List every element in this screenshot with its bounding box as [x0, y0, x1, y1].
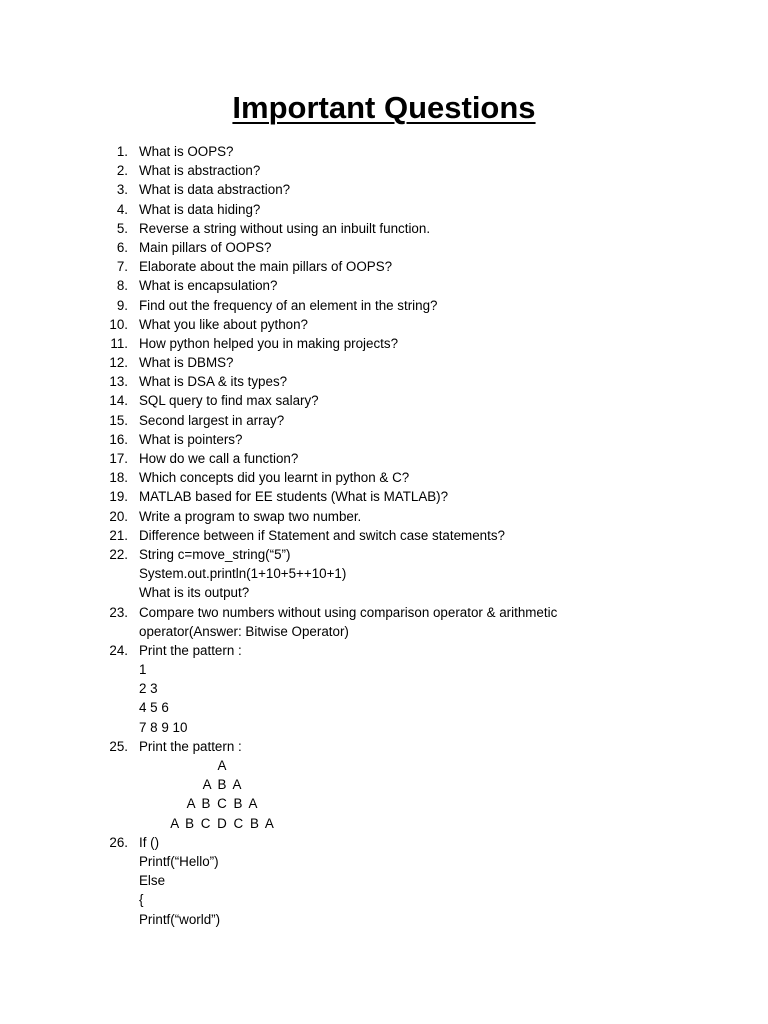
question-continuation-line	[0, 852, 768, 871]
continuation-text: 1	[139, 662, 147, 678]
pattern-line	[0, 756, 768, 775]
question-number: 17.	[109, 451, 128, 466]
question-item	[0, 430, 768, 449]
question-item	[0, 180, 768, 199]
question-continuation-line	[0, 564, 768, 583]
question-number: 5.	[116, 220, 128, 236]
pattern-text: A B C B A	[186, 796, 258, 812]
question-number: 15.	[109, 412, 128, 428]
question-number: 13.	[109, 374, 128, 390]
continuation-text: What is its output?	[139, 585, 250, 601]
question-text: Print the pattern :	[139, 642, 242, 658]
question-item	[0, 449, 768, 468]
question-text: What is encapsulation?	[139, 278, 278, 294]
question-item	[0, 603, 768, 622]
question-continuation-line	[0, 910, 768, 929]
question-item	[0, 507, 768, 526]
question-continuation-line	[0, 890, 768, 909]
question-number: 19.	[109, 489, 128, 505]
question-number: 26.	[109, 834, 128, 850]
question-text: Print the pattern :	[139, 738, 242, 754]
continuation-text: System.out.println(1+10+5++10+1)	[139, 566, 347, 582]
question-item	[0, 411, 768, 430]
question-text: What is data abstraction?	[139, 182, 291, 198]
question-number: 7.	[116, 259, 128, 275]
question-number: 1.	[116, 144, 128, 159]
question-item	[0, 161, 768, 180]
question-continuation-line	[0, 698, 768, 717]
question-item	[0, 468, 768, 487]
continuation-text: Printf(“Hello”)	[139, 853, 219, 869]
pattern-text: A B A	[202, 777, 242, 793]
question-number: 6.	[116, 239, 128, 255]
question-text: SQL query to find max salary?	[139, 393, 319, 409]
continuation-text: 7 8 9 10	[139, 719, 188, 735]
question-number: 18.	[109, 470, 128, 486]
question-item	[0, 334, 768, 353]
continuation-text: 2 3	[139, 681, 158, 697]
pattern-line	[0, 814, 768, 833]
question-text: What is abstraction?	[139, 163, 261, 179]
page-title: Important Questions	[232, 90, 536, 125]
question-item	[0, 372, 768, 391]
question-number: 3.	[116, 182, 128, 198]
continuation-text: Else	[139, 873, 166, 889]
question-text: If ()	[139, 834, 160, 850]
question-continuation-line	[0, 583, 768, 602]
pattern-line	[0, 775, 768, 794]
question-text: What is DSA & its types?	[139, 374, 288, 390]
question-item	[0, 276, 768, 295]
question-number: 23.	[109, 604, 128, 620]
question-number: 22.	[109, 546, 128, 562]
question-item	[0, 296, 768, 315]
question-number: 11.	[110, 335, 128, 351]
continuation-text: Printf(“world”)	[139, 911, 221, 927]
question-text: How do we call a function?	[139, 451, 299, 466]
question-text: How python helped you in making projects?	[139, 335, 399, 351]
question-number: 20.	[109, 508, 128, 524]
pattern-text: A B C D C B A	[170, 815, 274, 831]
continuation-text: {	[139, 892, 144, 908]
continuation-text: 4 5 6	[139, 700, 169, 716]
question-continuation-line	[0, 718, 768, 737]
question-item	[0, 200, 768, 219]
question-item	[0, 238, 768, 257]
question-item	[0, 391, 768, 410]
question-list	[0, 142, 768, 929]
pattern-line	[0, 794, 768, 813]
question-item	[0, 833, 768, 852]
question-number: 12.	[109, 355, 128, 371]
question-item	[0, 487, 768, 506]
question-number: 16.	[109, 431, 128, 447]
question-continuation-line	[0, 871, 768, 890]
question-number: 9.	[116, 297, 128, 313]
question-text: Write a program to swap two number.	[139, 508, 362, 524]
question-item	[0, 641, 768, 660]
question-text: What is DBMS?	[139, 355, 234, 371]
question-number: 2.	[116, 163, 128, 179]
question-continuation-line	[0, 622, 768, 641]
question-item	[0, 545, 768, 564]
question-continuation-line	[0, 660, 768, 679]
question-text: Main pillars of OOPS?	[139, 239, 272, 255]
question-continuation-line	[0, 679, 768, 698]
question-text: MATLAB based for EE students (What is MATLAB)?	[139, 489, 449, 505]
question-number: 14.	[109, 393, 128, 409]
question-text: What you like about python?	[139, 316, 308, 332]
question-text: Reverse a string without using an inbuilt function.	[139, 220, 431, 236]
question-text: Second largest in array?	[139, 412, 285, 428]
question-text: Elaborate about the main pillars of OOPS?	[139, 259, 393, 275]
question-item	[0, 219, 768, 238]
pattern-text: A	[217, 758, 227, 773]
continuation-text: operator(Answer: Bitwise Operator)	[139, 623, 349, 639]
question-item	[0, 315, 768, 334]
question-text: Compare two numbers without using comparison operator & arithmetic	[139, 604, 558, 620]
question-text: Difference between if Statement and switch case statements?	[139, 527, 505, 543]
question-number: 21.	[109, 527, 128, 543]
question-item	[0, 353, 768, 372]
question-text: What is OOPS?	[139, 144, 234, 159]
question-number: 8.	[116, 278, 128, 294]
question-number: 24.	[109, 642, 128, 658]
question-text: Which concepts did you learnt in python & C?	[139, 470, 410, 486]
question-item	[0, 737, 768, 756]
question-item	[0, 526, 768, 545]
question-text: What is data hiding?	[139, 201, 261, 217]
question-item	[0, 142, 768, 161]
question-text: Find out the frequency of an element in the string?	[139, 297, 438, 313]
question-number: 25.	[109, 738, 128, 754]
question-item	[0, 257, 768, 276]
question-text: String c=move_string(“5”)	[139, 546, 291, 562]
question-text: What is pointers?	[139, 431, 243, 447]
question-number: 10.	[109, 316, 128, 332]
question-number: 4.	[116, 201, 128, 217]
